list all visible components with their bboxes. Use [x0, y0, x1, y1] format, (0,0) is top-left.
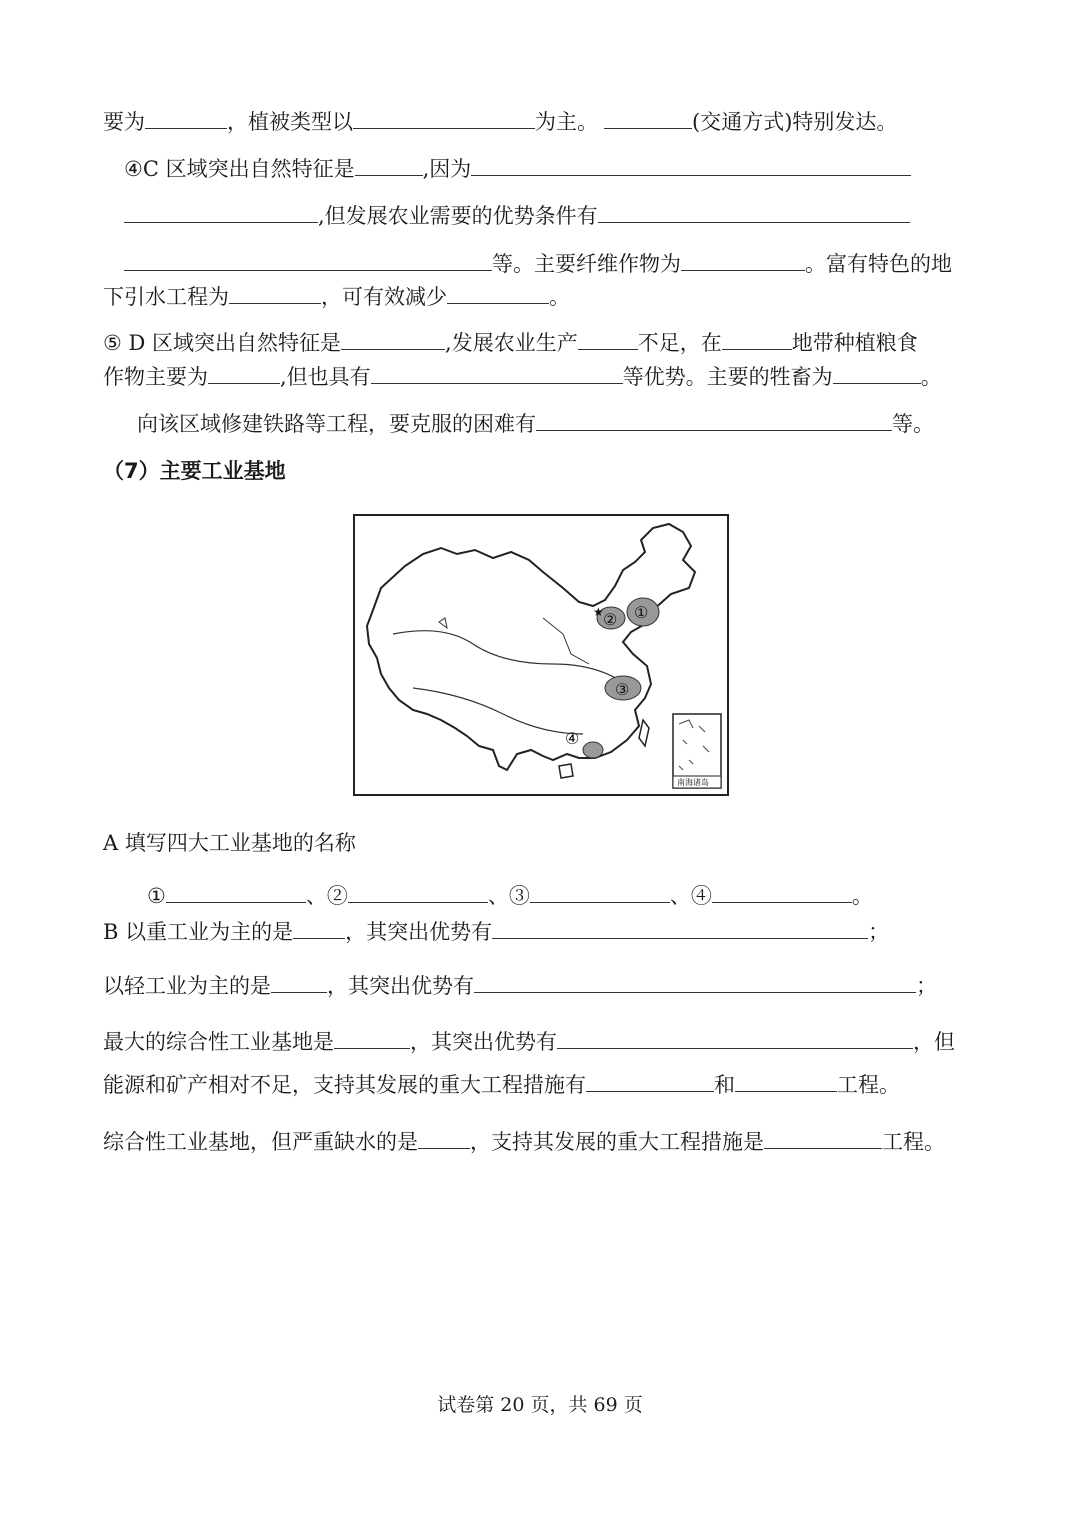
text-line-4 [124, 248, 952, 279]
text-segment: 。 [851, 884, 873, 908]
answer-blank[interactable] [722, 327, 792, 350]
answer-blank[interactable] [536, 408, 892, 431]
text-segment: 和 [714, 1073, 735, 1097]
answer-blank[interactable] [124, 200, 318, 223]
answer-blank[interactable] [293, 916, 345, 939]
answer-blank[interactable] [530, 880, 670, 903]
answer-blank[interactable] [334, 1026, 410, 1049]
text-line-5 [103, 281, 570, 312]
answer-blank[interactable] [735, 1069, 837, 1092]
text-segment: ，可有效减少 [321, 285, 447, 309]
text-segment: 综合性工业基地，但严重缺水的是 [103, 1130, 418, 1154]
text-segment: ，支持其发展的重大工程措施是 [470, 1130, 764, 1154]
text-segment: A 填写四大工业基地的名称 [103, 831, 356, 855]
page-footer: 试卷第 20 页，共 69 页 [437, 1394, 643, 1416]
map-label-3: ③ [615, 680, 630, 699]
text-segment: 作物主要为 [103, 365, 208, 389]
answer-blank[interactable] [557, 1026, 913, 1049]
text-segment: ，其突出优势有 [345, 920, 493, 944]
answer-blank[interactable] [208, 361, 280, 384]
text-segment: 工程。 [837, 1073, 900, 1097]
map-label-2: ② [603, 610, 618, 629]
text-line-3 [124, 200, 910, 231]
answer-blank[interactable] [598, 200, 910, 223]
text-segment: 地带种植粮食 [791, 331, 918, 355]
text-segment: 等优势。主要的牲畜为 [622, 365, 833, 389]
text-segment: 等。 [892, 412, 934, 436]
answer-blank[interactable] [447, 281, 549, 304]
text-segment: 最大的综合性工业基地是 [103, 1030, 334, 1054]
answer-blank[interactable] [229, 281, 321, 304]
text-line-7 [103, 361, 942, 392]
question-b4 [103, 1069, 900, 1100]
text-segment: 能源和矿产相对不足，支持其发展的重大工程措施有 [103, 1073, 586, 1097]
text-segment: ,因为 [422, 157, 472, 181]
text-segment: ① [147, 884, 166, 908]
text-segment: B 以重工业为主的是 [103, 920, 294, 944]
question-b5 [103, 1126, 945, 1157]
question-b2 [103, 970, 937, 1001]
text-segment: 。 [549, 285, 570, 309]
question-b1 [103, 916, 889, 947]
text-segment: ； [868, 920, 890, 944]
answer-blank[interactable] [492, 916, 868, 939]
text-segment: ； [916, 974, 937, 998]
map-label-4: ④ [565, 729, 580, 748]
question-b3 [103, 1026, 955, 1057]
map-label-1: ① [634, 603, 649, 622]
text-segment: ,发展农业生产 [445, 331, 578, 355]
answer-blank[interactable] [166, 880, 306, 903]
text-segment: ，其突出优势有 [327, 974, 474, 998]
answer-blank[interactable] [578, 327, 638, 350]
answer-blank[interactable] [271, 970, 327, 993]
text-segment: 、③ [487, 884, 530, 908]
answer-blank[interactable] [764, 1126, 882, 1149]
question-a-title [103, 828, 356, 858]
answer-blank[interactable] [353, 106, 535, 129]
text-segment: ,但也具有 [280, 365, 371, 389]
answer-blank[interactable] [348, 880, 488, 903]
question-a-items [147, 880, 873, 911]
answer-blank[interactable] [418, 1126, 470, 1149]
text-line-1 [103, 106, 897, 137]
text-segment: ，但 [913, 1030, 955, 1054]
answer-blank[interactable] [604, 106, 692, 129]
answer-blank[interactable] [124, 248, 492, 271]
map-frame [354, 515, 728, 795]
answer-blank[interactable] [474, 970, 916, 993]
text-segment: 、② [305, 884, 348, 908]
section-heading: （7）主要工业基地 [103, 459, 286, 483]
text-segment: ,但发展农业需要的优势条件有 [318, 204, 598, 228]
answer-blank[interactable] [712, 880, 852, 903]
text-segment: 不足，在 [637, 331, 722, 355]
answer-blank[interactable] [833, 361, 921, 384]
star-marker: ★ [593, 605, 604, 619]
text-line-8 [137, 408, 934, 439]
answer-blank[interactable] [681, 248, 805, 271]
text-segment: 。富有特色的地 [805, 252, 952, 276]
answer-blank[interactable] [586, 1069, 714, 1092]
text-segment: 等。主要纤维作物为 [492, 252, 681, 276]
answer-blank[interactable] [355, 153, 423, 176]
text-segment: 向该区域修建铁路等工程，要克服的困难有 [137, 412, 536, 436]
text-line-2 [124, 153, 911, 184]
answer-blank[interactable] [371, 361, 623, 384]
text-segment: 下引水工程为 [103, 285, 229, 309]
text-segment: ⑤ D 区域突出自然特征是 [103, 331, 342, 355]
text-segment: ④C 区域突出自然特征是 [124, 157, 355, 181]
text-segment: 为主。 [535, 110, 598, 134]
text-segment: ，植被类型以 [227, 110, 353, 134]
text-segment: 要为 [103, 110, 145, 134]
text-segment: 工程。 [882, 1130, 945, 1154]
answer-blank[interactable] [471, 153, 911, 176]
answer-blank[interactable] [341, 327, 445, 350]
text-segment: 以轻工业为主的是 [103, 974, 271, 998]
text-segment: ，其突出优势有 [410, 1030, 557, 1054]
text-line-6 [103, 327, 918, 358]
industrial-region-4 [583, 742, 603, 758]
text-segment: 。 [920, 365, 942, 389]
china-industrial-bases-map [353, 514, 729, 796]
text-segment: 、④ [669, 884, 712, 908]
inset-caption: 南海诸岛 [677, 778, 709, 787]
answer-blank[interactable] [145, 106, 227, 129]
text-segment: (交通方式)特别发达。 [692, 110, 898, 134]
